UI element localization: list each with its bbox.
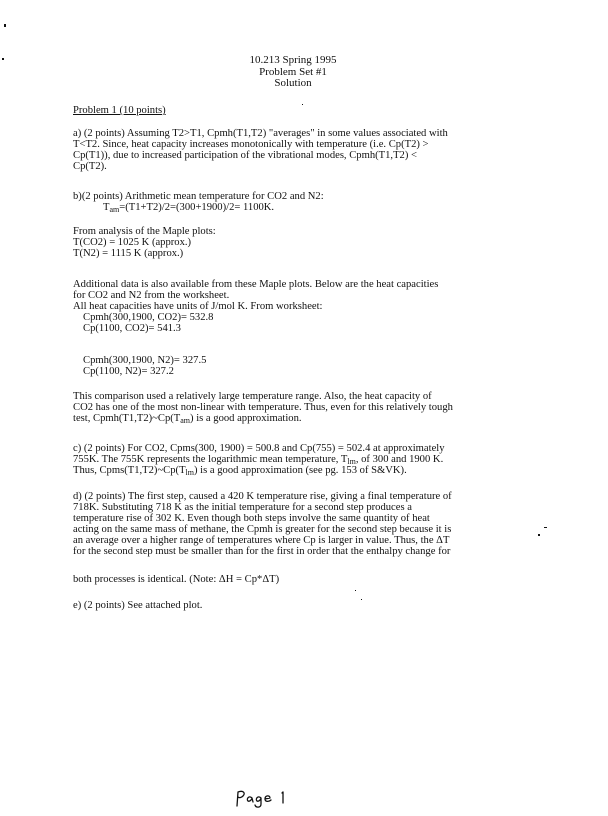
n2-values [73, 355, 533, 377]
part-a-line: Cp(T1)), due to increased participation of the vibrational modes, Cpmh(T1,T2) < [73, 150, 417, 161]
part-d [73, 491, 533, 557]
additional-data [73, 279, 533, 334]
arithmetic-mean-equation [73, 202, 533, 213]
part-a-line: T<T2. Since, heat capacity increases monotonically with temperature (i.e. Cp(T2) > [73, 139, 429, 150]
tam-expression: =(T1+T2)/2=(300+1900)/2= 1100K. [119, 202, 275, 213]
problem-heading: Problem 1 (10 points) [73, 105, 166, 116]
course-title: 10.213 Spring 1995 [249, 54, 337, 66]
maple-intro: From analysis of the Maple plots: [73, 226, 216, 237]
tam-symbol: T [103, 202, 110, 213]
part-c [73, 443, 533, 476]
additional-line: All heat capacities have units of J/mol K. From worksheet: [73, 301, 323, 312]
t-co2-value: T(CO2) = 1025 K (approx.) [73, 237, 192, 248]
part-c-text: 755K. The 755K represents the logarithmic mean temperature, T [73, 454, 348, 465]
additional-line: Additional data is also available from these Maple plots. Below are the heat capacities [73, 279, 439, 290]
co2-cpmh-value: Cpmh(300,1900, CO2)= 532.8 [83, 312, 214, 323]
part-d-line: acting on the same mass of methane, the Cpmh is greater for the second step because it is [73, 524, 452, 535]
part-d-note [73, 574, 533, 585]
co2-cp-value: Cp(1100, CO2)= 541.3 [83, 323, 181, 334]
n2-cp-value: Cp(1100, N2)= 327.2 [83, 366, 174, 377]
part-e [73, 600, 533, 611]
scan-speck [361, 599, 362, 600]
conclusion-text: test, Cpmh(T1,T2)~Cp(T [73, 413, 181, 424]
part-c-text-end: , of 300 and 1900 K. [355, 454, 444, 465]
scan-speck [544, 527, 547, 528]
part-e-line: e) (2 points) See attached plot. [73, 600, 203, 611]
conclusion-text-end: ) is a good approximation. [190, 413, 302, 424]
solution-label: Solution [274, 77, 312, 89]
part-d-line: an average over a higher range of temperatures where Cp is larger in value. Thus, the ΔT [73, 535, 450, 546]
n2-cpmh-value: Cpmh(300,1900, N2)= 327.5 [83, 355, 207, 366]
part-c-line [73, 465, 533, 476]
scan-speck [538, 534, 540, 536]
scan-speck [355, 590, 356, 591]
part-c-text-end: ) is a good approximation (see pg. 153 of S&VK). [194, 465, 407, 476]
part-d-last-line: both processes is identical. (Note: ΔH = Cp*ΔT) [73, 574, 280, 585]
part-b-intro-line: b)(2 points) Arithmetic mean temperature for CO2 and N2: [73, 191, 324, 202]
part-c-text: Thus, Cpms(T1,T2)~Cp(T [73, 465, 186, 476]
part-c-line [73, 454, 533, 465]
t-n2-value: T(N2) = 1115 K (approx.) [73, 248, 184, 259]
tlm-subscript: lm [185, 468, 194, 477]
part-d-line: temperature rise of 302 K. Even though both steps involve the same quantity of heat [73, 513, 430, 524]
maple-analysis [73, 226, 533, 259]
part-d-line: for the second step must be smaller than for the first in order that the enthalpy change for [73, 546, 451, 557]
handwritten-page-number [234, 787, 294, 812]
part-a-line: a) (2 points) Assuming T2>T1, Cpmh(T1,T2) "averages" in some values associated with [73, 128, 448, 139]
part-a [73, 128, 533, 172]
document-header [193, 55, 393, 90]
part-b-intro [73, 191, 533, 213]
comparison-conclusion [73, 413, 533, 424]
tam-subscript: am [109, 205, 120, 214]
scan-speck [2, 58, 4, 60]
comparison-paragraph [73, 391, 533, 424]
handwritten-page-glyph [234, 787, 294, 809]
additional-line: for CO2 and N2 from the worksheet. [73, 290, 230, 301]
part-d-line: d) (2 points) The first step, caused a 420 K temperature rise, giving a final temperature of [73, 491, 452, 502]
part-a-line: Cp(T2). [73, 161, 107, 172]
scan-speck [4, 24, 6, 27]
scan-speck [302, 104, 303, 105]
problem-set-title: Problem Set #1 [259, 65, 327, 78]
comparison-line: CO2 has one of the most non-linear with temperature. Thus, even for this relatively tough [73, 402, 453, 413]
part-c-line: c) (2 points) For CO2, Cpms(300, 1900) = 500.8 and Cp(755) = 502.4 at approximately [73, 443, 445, 454]
part-d-line: 718K. Substituting 718 K as the initial temperature for a second step produces a [73, 502, 412, 513]
comparison-line: This comparison used a relatively large temperature range. Also, the heat capacity of [73, 391, 432, 402]
tlm-subscript: lm [347, 457, 356, 466]
conclusion-subscript: am [180, 416, 191, 425]
